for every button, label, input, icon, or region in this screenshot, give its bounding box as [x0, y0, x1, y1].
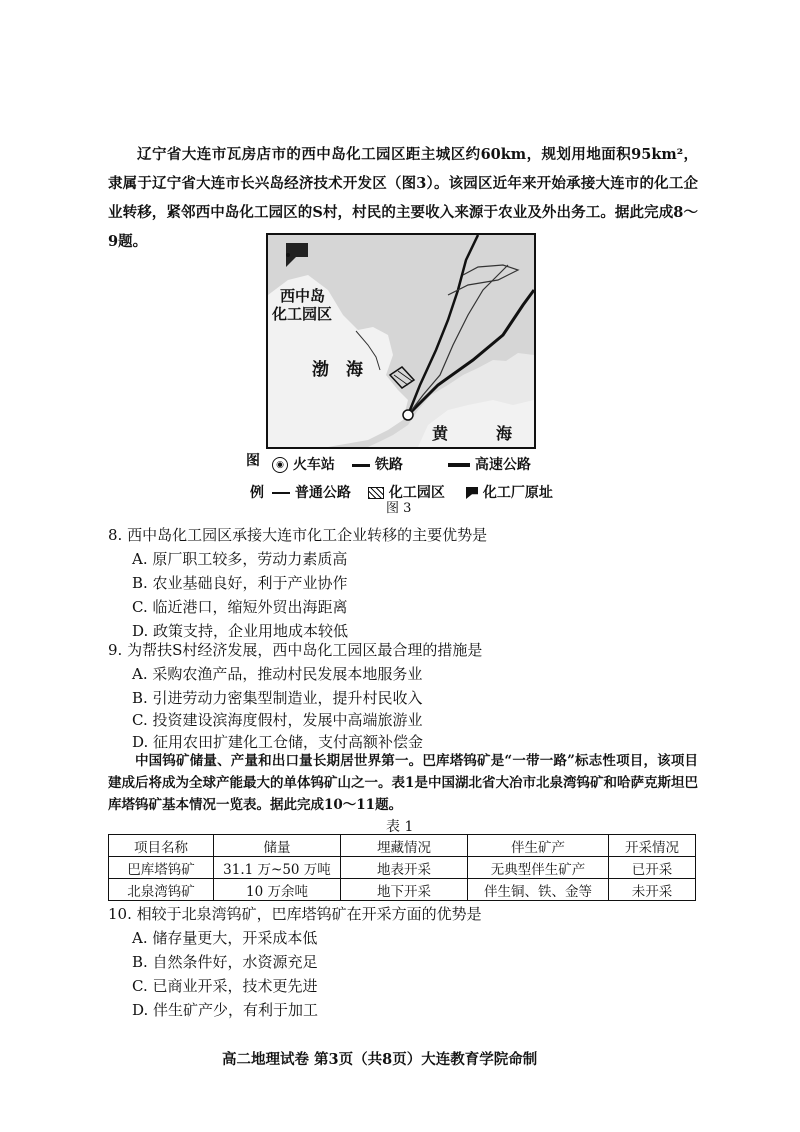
legend-station [272, 454, 335, 474]
table-header-cell: 储量 [214, 835, 341, 857]
table-cell: 北泉湾钨矿 [109, 879, 214, 901]
table-cell: 已开采 [609, 857, 696, 879]
legend-railway [352, 454, 403, 474]
table-cell: 31.1 万~50 万吨 [214, 857, 341, 879]
table-header-cell: 埋藏情况 [341, 835, 468, 857]
legend-road [272, 482, 351, 502]
map-label-park-line-1: 西中岛 [280, 287, 326, 305]
table-header-cell: 项目名称 [109, 835, 214, 857]
legend-highway [448, 454, 531, 474]
q10-stem: 10. 相较于北泉湾钨矿，巴库塔钨矿在开采方面的优势是 [108, 905, 482, 923]
table-header-cell: 伴生矿产 [468, 835, 609, 857]
highway-legend-icon [448, 463, 470, 467]
q10-option-d[interactable]: D. 伴生矿产少，有利于加工 [132, 1001, 319, 1019]
legend-title-1: 图 [246, 453, 260, 469]
station-legend-icon: ◉ [272, 457, 288, 473]
s-village-marker [286, 253, 290, 257]
q9-option-b[interactable]: B. 引进劳动力密集型制造业，提升村民收入 [132, 689, 423, 707]
table-cell: 地表开采 [341, 857, 468, 879]
railway-legend-icon [352, 464, 370, 467]
table-1 [108, 834, 696, 901]
table-cell: 地下开采 [341, 879, 468, 901]
q10-option-c[interactable]: C. 已商业开采，技术更先进 [132, 977, 318, 995]
intro-paragraph-2 [108, 750, 698, 816]
map-figure-3 [266, 233, 536, 449]
q8-stem: 8. 西中岛化工园区承接大连市化工企业转移的主要优势是 [108, 526, 488, 544]
figure-caption: 图 3 [386, 501, 412, 516]
legend-old-site-label: 化工厂原址 [482, 485, 553, 501]
road-legend-icon [272, 492, 290, 494]
q10-option-b[interactable]: B. 自然条件好，水资源充足 [132, 953, 318, 971]
table-cell: 伴生铜、铁、金等 [468, 879, 609, 901]
map-label-park-line-2: 化工园区 [272, 305, 333, 323]
q8-option-a[interactable]: A. 原厂职工较多，劳动力素质高 [132, 550, 348, 568]
q9-option-a[interactable]: A. 采购农渔产品，推动村民发展本地服务业 [132, 665, 423, 683]
table-header-row [109, 835, 696, 857]
park-legend-icon [368, 487, 384, 499]
q9-option-d[interactable]: D. 征用农田扩建化工仓储，支付高额补偿金 [132, 733, 424, 751]
legend-railway-label: 铁路 [374, 457, 403, 473]
intro-text-2: 中国钨矿储量、产量和出口量长期居世界第一。巴库塔钨矿是“一带一路”标志性项目，该项目建成后将成为全球产能最大的单体钨矿山之一。表1是中国湖北省大冶市北泉湾钨矿和哈萨克斯坦巴库塔钨矿基本情况一览表。据此完成10～11题。 [108, 753, 698, 813]
q8-option-d[interactable]: D. 政策支持，企业用地成本较低 [132, 622, 349, 640]
q8-option-c[interactable]: C. 临近港口，缩短外贸出海距离 [132, 598, 348, 616]
table-cell: 未开采 [609, 879, 696, 901]
train-station-icon [403, 410, 413, 420]
q9-option-c[interactable]: C. 投资建设滨海度假村，发展中高端旅游业 [132, 711, 423, 729]
table-cell: 10 万余吨 [214, 879, 341, 901]
table-cell: 巴库塔钨矿 [109, 857, 214, 879]
map-label-huanghai-2: 海 [496, 424, 513, 443]
q8-option-b[interactable]: B. 农业基础良好，利于产业协作 [132, 574, 348, 592]
intro-text-1: 辽宁省大连市瓦房店市的西中岛化工园区距主城区约60km，规划用地面积95km²，隶属于辽宁省大连市长兴岛经济技术开发区（图3）。该园区近年来开始承接大连市的化工企业转移，紧邻西中岛化工园区的S村，村民的主要收入来源于农业及外出务工。据此完成8～9题。 [108, 146, 698, 250]
table-header-cell: 开采情况 [609, 835, 696, 857]
table-cell: 无典型伴生矿产 [468, 857, 609, 879]
q10-option-a[interactable]: A. 储存量更大，开采成本低 [132, 929, 318, 947]
page-footer: 高二地理试卷 第3页（共8页）大连教育学院命制 [222, 1051, 538, 1068]
q9-stem: 9. 为帮扶S村经济发展，西中岛化工园区最合理的措施是 [108, 641, 483, 659]
legend-station-label: 火车站 [292, 457, 335, 473]
legend-road-label: 普通公路 [294, 485, 351, 501]
legend-old-site [466, 482, 553, 502]
legend-title-2: 例 [250, 485, 264, 501]
map-label-huanghai-1: 黄 [432, 424, 449, 443]
legend-park-label: 化工园区 [388, 485, 445, 501]
legend-highway-label: 高速公路 [474, 457, 531, 473]
map-label-bohai: 渤 海 [312, 360, 363, 380]
table-row [109, 879, 696, 901]
map-drawing [268, 235, 534, 447]
table-title: 表 1 [386, 819, 414, 835]
old-site-legend-icon [466, 487, 478, 499]
table-row [109, 857, 696, 879]
